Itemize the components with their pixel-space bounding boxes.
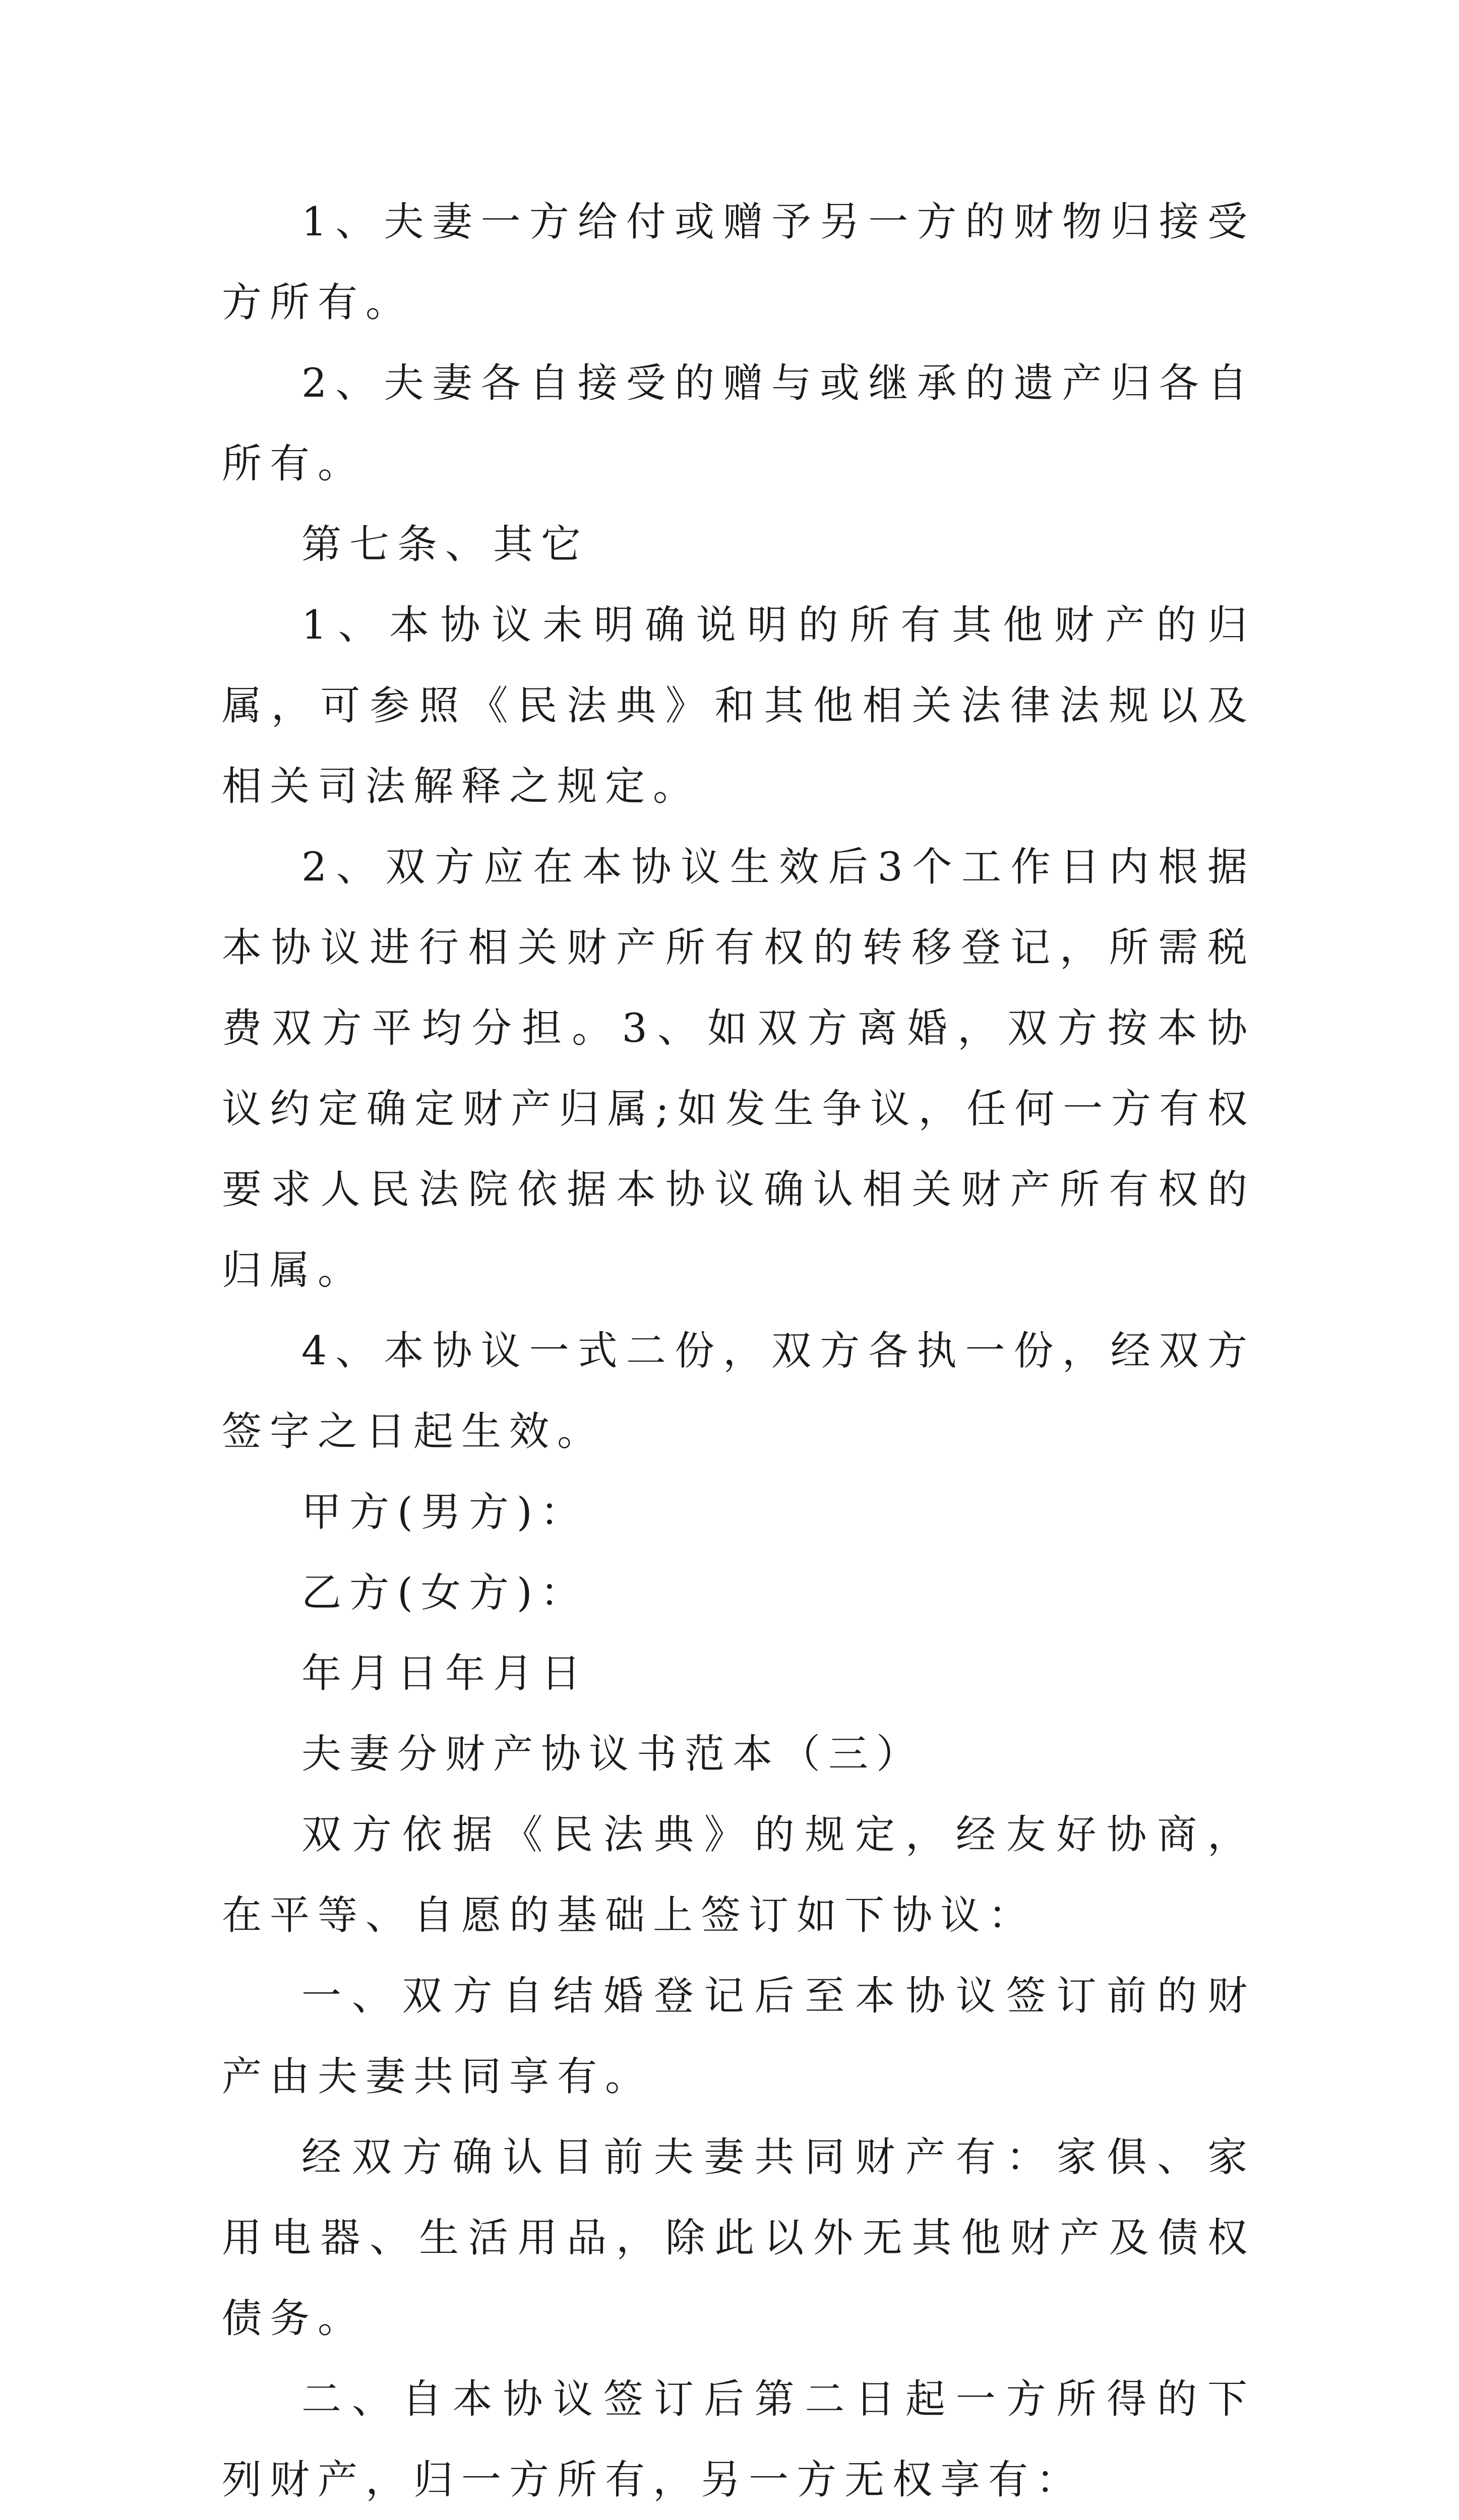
paragraph-inheritance: 2、夫妻各自接受的赠与或继承的遗产归各自所有。: [222, 360, 1255, 487]
section-title: 夫妻分财产协议书范本（三）: [301, 1731, 924, 1777]
article-7-heading: 第七条、其它: [301, 521, 589, 568]
paragraph-transfer-registration: 2、双方应在本协议生效后3个工作日内根据本协议进行相关财产所有权的转移登记，所需税费双方平均分担。3、如双方离婚，双方按本协议约定确定财产归属;如发生争议，任何一方有权要求人民法院依据本协议确认相关财产所有权的归属。: [222, 844, 1255, 1293]
clause-2-separate-property: 二、自本协议签订后第二日起一方所得的下列财产，归一方所有，另一方无权享有：: [222, 2376, 1255, 2503]
document-page: [222, 181, 1255, 2520]
signature-party-b: 乙方(女方)：: [301, 1569, 588, 1616]
paragraph-common-assets: 经双方确认目前夫妻共同财产有：家俱、家用电器、生活用品，除此以外无其他财产及债权债务。: [222, 2134, 1255, 2342]
signature-dates: 年月日年月日: [301, 1650, 589, 1696]
paragraph-gift-property: 1、夫妻一方给付或赠予另一方的财物归接受方所有。: [222, 199, 1255, 326]
paragraph-other-property: 1、本协议未明确说明的所有其他财产的归属，可参照《民法典》和其他相关法律法规以及相关司法解释之规定。: [222, 602, 1255, 809]
paragraph-copies: 4、本协议一式二份，双方各执一份，经双方签字之日起生效。: [222, 1328, 1255, 1455]
paragraph-preamble: 双方依据《民法典》的规定，经友好协商，在平等、自愿的基础上签订如下协议：: [222, 1811, 1255, 1938]
signature-party-a: 甲方(男方)：: [301, 1489, 588, 1535]
clause-1-shared-property: 一、双方自结婚登记后至本协议签订前的财产由夫妻共同享有。: [222, 1973, 1255, 2100]
